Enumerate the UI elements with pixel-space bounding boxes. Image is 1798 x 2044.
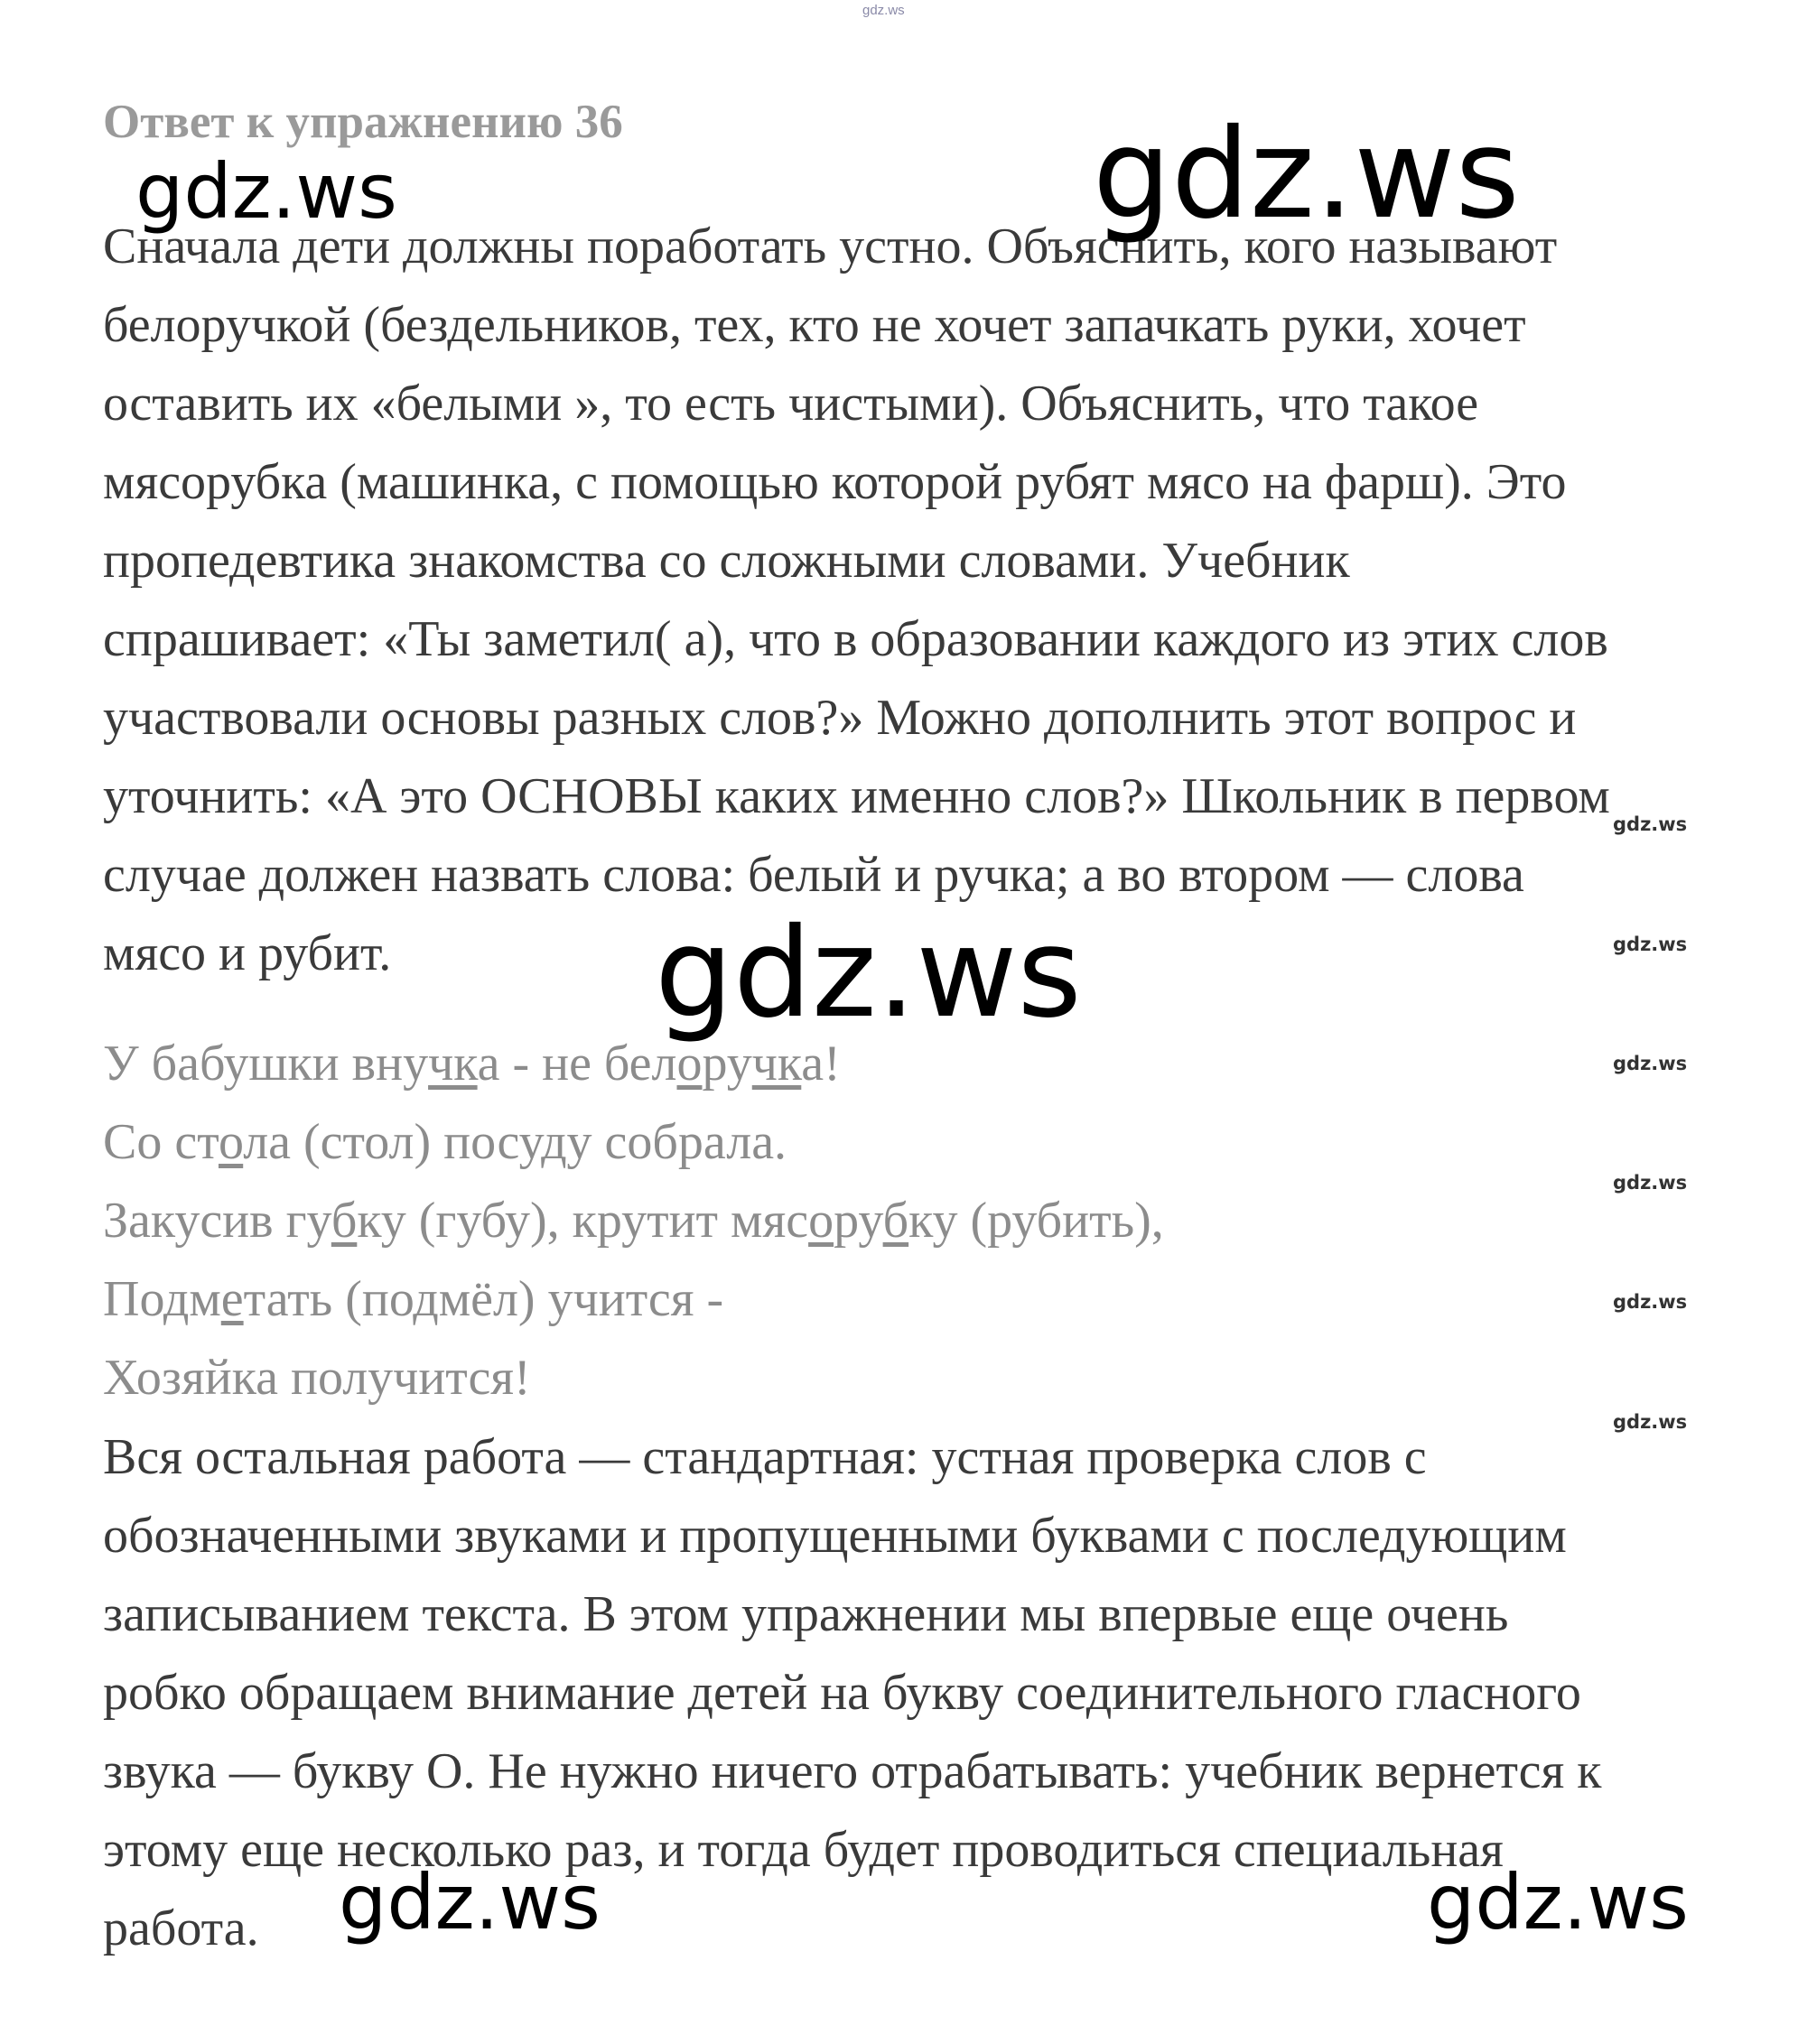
text-line: пропедевтика знакомства со сложными словами. Учебник [103,533,1350,589]
watermark: gdz.ws [655,902,1082,1045]
watermark: gdz.ws [1613,934,1688,955]
text-line: робко обращаем внимание детей на букву соединительного гласного [103,1665,1581,1721]
poem-text: У бабушки вну [103,1036,429,1092]
watermark: gdz.ws [135,147,397,236]
text-line: мясо и рубит. [103,925,392,981]
poem-text: ла (стол) посуду собрала. [243,1114,787,1170]
watermark: gdz.ws [1613,813,1688,835]
poem-text: а! [801,1036,841,1092]
text-line: мясорубка (машинка, с помощью которой рубят мясо на фарш). Это [103,454,1567,510]
underlined-letters: о [808,1193,834,1249]
text-line: участвовали основы разных слов?» Можно дополнить этот вопрос и [103,690,1577,746]
underlined-letters: о [218,1114,244,1170]
poem [103,1025,1692,1417]
poem-text: ру [834,1193,883,1249]
underlined-letters: о [676,1036,703,1092]
poem-line-4 [103,1260,1692,1339]
text-line: Вся остальная работа — стандартная: устная проверка слов с [103,1429,1427,1485]
watermark: gdz.ws [1093,103,1520,246]
text-line: этому еще несколько раз, и тогда будет проводиться специальная [103,1822,1504,1878]
text-line: белоручкой (бездельников, тех, кто не хочет запачкать руки, хочет [103,297,1526,353]
poem-text: ку (губу), крутит мяс [357,1193,809,1249]
underlined-letters: чк [428,1036,478,1092]
poem-text: а - не бел [477,1036,677,1092]
poem-text: тать (подмёл) учится - [243,1271,724,1327]
poem-text: Закусив гу [103,1193,331,1249]
watermark: gdz.ws [1613,1172,1688,1194]
poem-text: ру [702,1036,752,1092]
watermark: gdz.ws [1613,1053,1688,1074]
watermark: gdz.ws [1613,1291,1688,1313]
poem-text: Подм [103,1271,221,1327]
watermark: gdz.ws [1427,1858,1689,1946]
top-watermark: gdz.ws [862,3,905,18]
underlined-letters: е [220,1271,244,1327]
text-line: работа. [103,1900,259,1956]
underlined-letters: чк [751,1036,802,1092]
text-line: записыванием текста. В этом упражнении мы впервые еще очень [103,1586,1509,1642]
watermark: gdz.ws [339,1858,601,1946]
answer-paragraph-1 [103,208,1692,993]
text-line: Сначала дети должны поработать устно. Объяснить, кого называют [103,218,1558,274]
page-title: Ответ к упражнению 36 [103,96,623,148]
poem-line-5: Хозяйка получится! [103,1350,531,1406]
text-line: оставить их «белыми », то есть чистыми). Объяснить, что такое [103,376,1479,432]
underlined-letters: б [882,1193,909,1249]
text-line: звука — букву О. Не нужно ничего отрабатывать: учебник вернется к [103,1743,1602,1799]
watermark: gdz.ws [1613,1411,1688,1433]
text-line: обозначенными звуками и пропущенными буквами с последующим [103,1508,1567,1564]
underlined-letters: б [331,1193,358,1249]
text-line: случае должен назвать слова: белый и ручка; а во втором — слова [103,847,1524,903]
text-line: спрашивает: «Ты заметил( а), что в образовании каждого из этих слов [103,611,1608,667]
poem-line-2 [103,1103,1692,1182]
poem-text: Со ст [103,1114,219,1170]
poem-text: ку (рубить), [908,1193,1164,1249]
text-line: уточнить: «А это ОСНОВЫ каких именно слов?» Школьник в первом [103,768,1610,824]
poem-line-3 [103,1182,1692,1260]
